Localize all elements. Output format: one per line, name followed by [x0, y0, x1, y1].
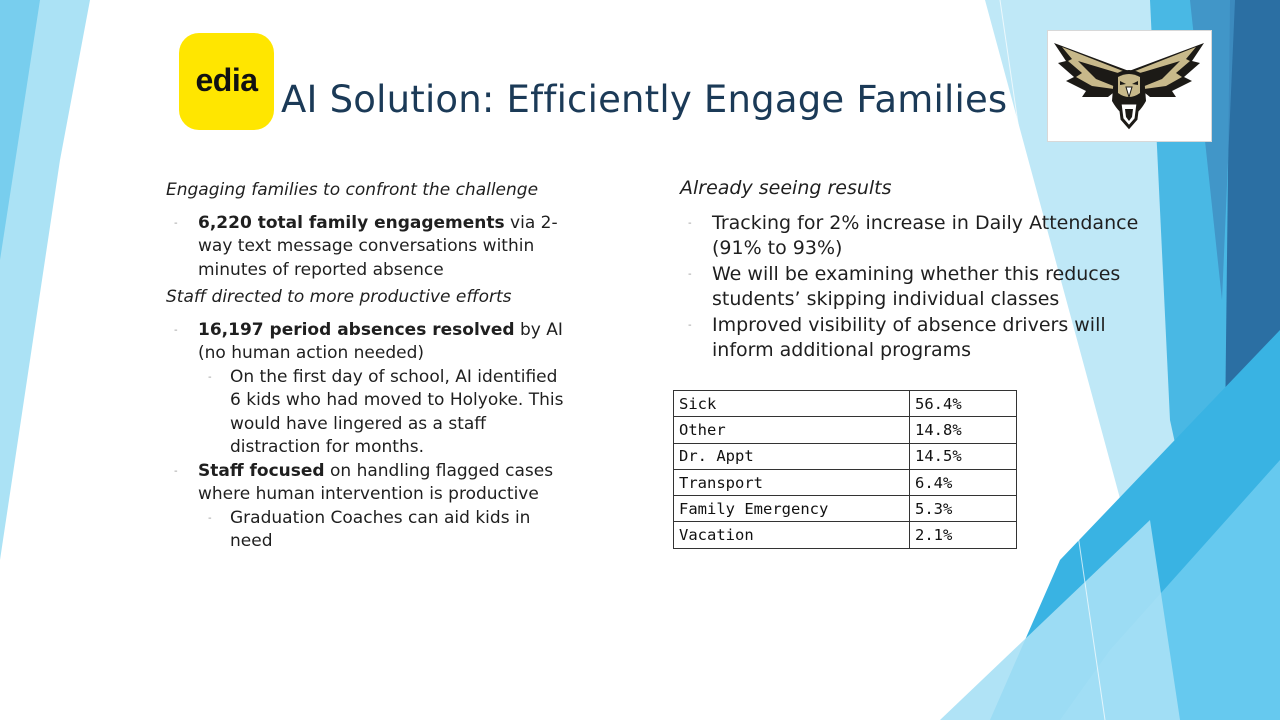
percent-cell: 56.4%: [910, 391, 1017, 417]
percent-cell: 14.5%: [910, 443, 1017, 469]
reason-cell: Vacation: [674, 522, 910, 548]
bullet-dash: -: [174, 324, 178, 336]
item-text: on handling flagged cases where human intervention is productive: [198, 460, 554, 504]
bullet-dash: -: [174, 217, 178, 229]
item-text: We will be examining whether this reduces students’ skipping individual classes: [712, 262, 1121, 310]
bullet-dash: -: [208, 512, 212, 524]
slide-title: AI Solution: Efficiently Engage Families: [281, 78, 1008, 121]
bullet-dash: -: [688, 217, 692, 229]
list-item-staff-focused: [166, 460, 566, 507]
bold-text: Staff focused: [198, 460, 325, 481]
reason-cell: Other: [674, 417, 910, 443]
bullet-dash: -: [174, 465, 178, 477]
table-row: [674, 391, 1017, 417]
school-logo: [1047, 30, 1212, 142]
table-row: [674, 522, 1017, 548]
item-text: Graduation Coaches can aid kids in need: [230, 507, 531, 551]
section-heading-engaging-families: Engaging families to confront the challenge: [166, 180, 539, 200]
item-text: by AI (no human action needed): [198, 319, 563, 363]
percent-cell: 5.3%: [910, 496, 1017, 522]
list-item-attendance: [680, 211, 1170, 262]
section-heading-results: Already seeing results: [680, 177, 892, 199]
right-column: [680, 176, 1170, 364]
percent-cell: 6.4%: [910, 469, 1017, 495]
reason-cell: Transport: [674, 469, 910, 495]
percent-cell: 14.8%: [910, 417, 1017, 443]
sub-item-graduation-coaches: [166, 507, 566, 554]
item-text: On the first day of school, AI identified 6 kids who had moved to Holyoke. This would have lingered as a staff distraction for months.: [230, 366, 564, 457]
item-text: via 2-way text message conversations within minutes of reported absence: [198, 212, 558, 280]
left-column: [166, 179, 566, 554]
table-row: [674, 496, 1017, 522]
reason-cell: Dr. Appt: [674, 443, 910, 469]
item-text: Improved visibility of absence drivers will inform additional programs: [712, 313, 1106, 361]
item-text: Tracking for 2% increase in Daily Attendance (91% to 93%): [712, 211, 1139, 259]
bullet-dash: -: [208, 371, 212, 383]
bold-text: 16,197 period absences resolved: [198, 319, 515, 340]
reason-cell: Family Emergency: [674, 496, 910, 522]
reason-cell: Sick: [674, 391, 910, 417]
edia-logo-text: edia: [195, 62, 258, 98]
edia-logo: [179, 33, 274, 130]
list-item-absences-resolved: [166, 319, 566, 366]
bold-text: 6,220 total family engagements: [198, 212, 505, 233]
absence-reasons-table: [673, 390, 1017, 549]
eagle-icon: [1048, 31, 1211, 141]
list-item-absence-drivers: [680, 313, 1170, 364]
bullet-dash: -: [688, 268, 692, 280]
table-row: [674, 443, 1017, 469]
bullet-dash: -: [688, 319, 692, 331]
list-item-family-engagements: [166, 212, 566, 283]
section-heading-staff-directed: Staff directed to more productive efforts: [166, 287, 512, 307]
list-item-skipping-classes: [680, 262, 1170, 313]
sub-item-holyoke: [166, 366, 566, 460]
table-row: [674, 469, 1017, 495]
table-row: [674, 417, 1017, 443]
percent-cell: 2.1%: [910, 522, 1017, 548]
